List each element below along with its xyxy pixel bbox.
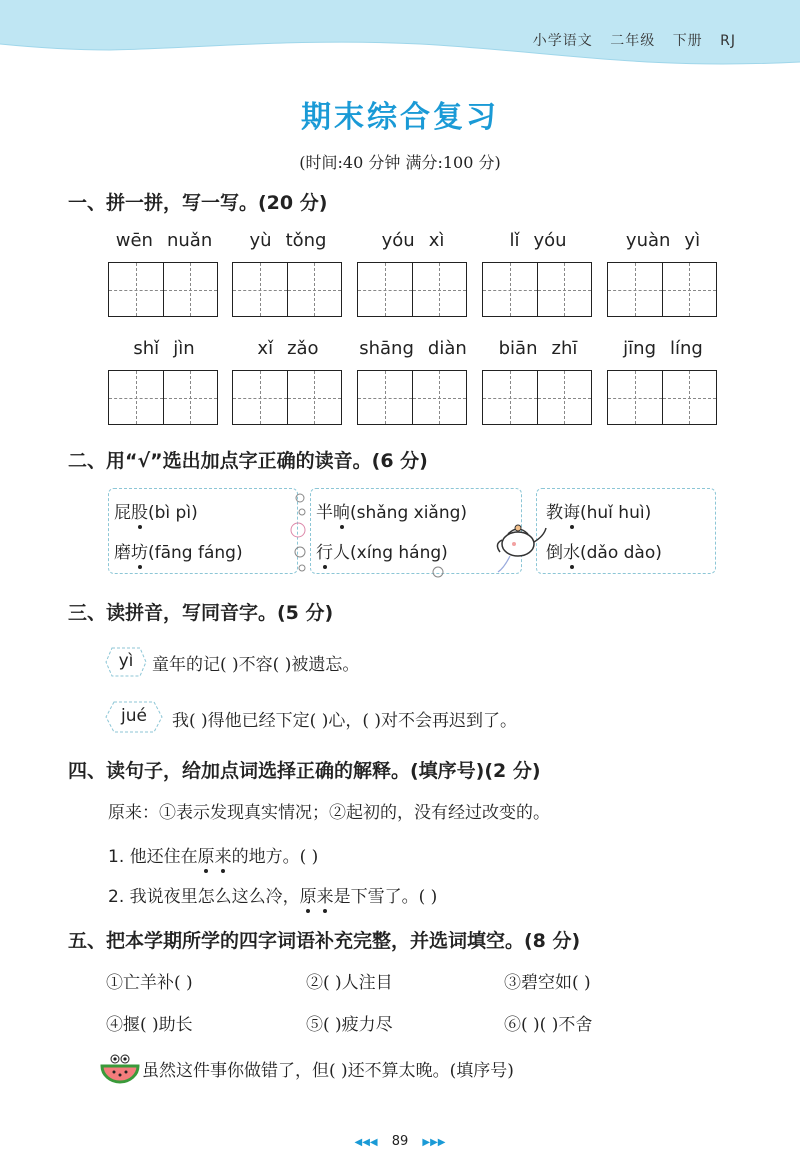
question-1 bbox=[108, 842, 318, 867]
page-title: 期末综合复习 bbox=[301, 100, 499, 135]
idiom-5: ⑤( )疲力尽 bbox=[306, 1015, 393, 1035]
question-1-word-1: 原 bbox=[198, 842, 215, 867]
section3-line1: 童年的记( )不容( )被遗忘。 bbox=[152, 655, 360, 675]
writing-grid[interactable] bbox=[108, 370, 218, 425]
question-2 bbox=[108, 882, 437, 907]
grid-cell[interactable] bbox=[608, 263, 662, 316]
fill-in-sentence: 虽然这件事你做错了，但( )还不算太晚。(填序号) bbox=[142, 1061, 514, 1081]
question-2-post: 是下雪了。( ) bbox=[333, 887, 438, 907]
pinyin-label bbox=[108, 338, 220, 359]
word-char: 教 bbox=[546, 503, 563, 523]
pinyin-syllable: líng bbox=[670, 338, 703, 359]
pinyin-syllable: zhī bbox=[551, 338, 578, 359]
idiom-6: ⑥( )( )不舍 bbox=[504, 1015, 593, 1035]
header-subject: 小学语文 bbox=[532, 33, 593, 49]
page-number: 89 bbox=[391, 1134, 409, 1149]
header-info bbox=[521, 30, 736, 50]
right-arrows-icon: ▶▶▶ bbox=[422, 1137, 446, 1148]
pinyin-syllable: wēn bbox=[115, 230, 153, 251]
grid-cell[interactable] bbox=[662, 371, 717, 424]
pinyin-label bbox=[607, 230, 719, 251]
grid-cell[interactable] bbox=[109, 263, 163, 316]
pinyin-syllable: yuàn bbox=[625, 230, 671, 251]
grid-cell[interactable] bbox=[287, 263, 342, 316]
pinyin-syllable: tǒng bbox=[285, 230, 327, 251]
pinyin-jue-text: jué bbox=[121, 706, 147, 726]
pronunciation-options: (shǎng xiǎng) bbox=[350, 503, 468, 523]
pinyin-syllable: diàn bbox=[427, 338, 467, 359]
grid-cell[interactable] bbox=[109, 371, 163, 424]
grid-cell[interactable] bbox=[233, 371, 287, 424]
pronunciation-options: (huǐ huì) bbox=[580, 503, 652, 523]
grid-cell[interactable] bbox=[662, 263, 717, 316]
grid-cell[interactable] bbox=[233, 263, 287, 316]
pinyin-label bbox=[232, 230, 344, 251]
section2-title: 二、用“√”选出加点字正确的读音。(6 分) bbox=[68, 450, 428, 472]
idiom-4: ④揠( )助长 bbox=[106, 1015, 193, 1035]
word-char: 诲 bbox=[563, 498, 580, 523]
writing-grid[interactable] bbox=[108, 262, 218, 317]
pinyin-bubble-jue bbox=[104, 700, 164, 734]
grid-cell[interactable] bbox=[358, 263, 412, 316]
watermelon-icon bbox=[100, 1050, 140, 1084]
reading-choice[interactable] bbox=[316, 498, 467, 523]
grid-cell[interactable] bbox=[163, 371, 218, 424]
pinyin-syllable: zǎo bbox=[287, 338, 319, 359]
word-char: 行 bbox=[316, 538, 333, 563]
page-footer bbox=[0, 1134, 800, 1149]
section1-title: 一、拼一拼，写一写。(20 分) bbox=[68, 192, 328, 214]
question-2-word-2: 来 bbox=[317, 882, 334, 907]
grid-cell[interactable] bbox=[608, 371, 662, 424]
question-1-word-2: 来 bbox=[215, 842, 232, 867]
reading-choice[interactable] bbox=[546, 498, 651, 523]
idiom-2: ②( )人注目 bbox=[306, 973, 393, 993]
writing-grid[interactable] bbox=[607, 262, 717, 317]
word-char: 半 bbox=[316, 503, 333, 523]
grid-cell[interactable] bbox=[287, 371, 342, 424]
pinyin-syllable: nuǎn bbox=[166, 230, 213, 251]
grid-cell[interactable] bbox=[412, 263, 467, 316]
pinyin-yi-text: yì bbox=[118, 651, 134, 671]
word-char: 倒 bbox=[546, 543, 563, 563]
idiom-1: ①亡羊补( ) bbox=[106, 973, 193, 993]
pinyin-syllable: xǐ bbox=[257, 338, 274, 359]
idiom-3: ③碧空如( ) bbox=[504, 973, 591, 993]
pinyin-syllable: shāng bbox=[359, 338, 414, 359]
writing-grid[interactable] bbox=[232, 370, 342, 425]
grid-cell[interactable] bbox=[412, 371, 467, 424]
grid-cell[interactable] bbox=[163, 263, 218, 316]
header-volume: 下册 bbox=[672, 33, 703, 49]
reading-choice[interactable] bbox=[546, 538, 662, 563]
pronunciation-options: (xíng háng) bbox=[350, 543, 448, 563]
grid-cell[interactable] bbox=[483, 263, 537, 316]
section3-line2: 我( )得他已经下定( )心，( )对不会再迟到了。 bbox=[172, 711, 518, 731]
pronunciation-options: (dǎo dào) bbox=[580, 543, 662, 563]
header-edition: RJ bbox=[720, 33, 736, 49]
word-char: 股 bbox=[131, 498, 148, 523]
pinyin-label bbox=[482, 338, 594, 359]
pinyin-label bbox=[482, 230, 594, 251]
word-char: 坊 bbox=[131, 538, 148, 563]
writing-grid[interactable] bbox=[607, 370, 717, 425]
word-char: 磨 bbox=[114, 543, 131, 563]
grid-cell[interactable] bbox=[537, 263, 592, 316]
writing-grid[interactable] bbox=[232, 262, 342, 317]
pinyin-syllable: yì bbox=[684, 230, 701, 251]
question-1-number: 1. bbox=[108, 847, 125, 867]
question-2-number: 2. bbox=[108, 887, 125, 907]
word-char: 人 bbox=[333, 543, 350, 563]
pinyin-syllable: lǐ bbox=[509, 230, 520, 251]
word-char: 水 bbox=[563, 538, 580, 563]
pinyin-syllable: yóu bbox=[533, 230, 567, 251]
grid-cell[interactable] bbox=[358, 371, 412, 424]
pinyin-syllable: yóu bbox=[381, 230, 415, 251]
teapot-icon bbox=[490, 514, 550, 578]
exam-time-score: (时间:40 分钟 满分:100 分) bbox=[299, 153, 501, 172]
pinyin-bubble-yi bbox=[104, 646, 148, 678]
word-char: 晌 bbox=[333, 498, 350, 523]
pinyin-label bbox=[607, 338, 719, 359]
reading-choice[interactable] bbox=[114, 498, 198, 523]
section4-title: 四、读句子，给加点词选择正确的解释。(填序号)(2 分) bbox=[68, 760, 541, 782]
pronunciation-options: (fāng fáng) bbox=[148, 543, 243, 563]
pinyin-label bbox=[357, 338, 469, 359]
bubbles-icon bbox=[286, 490, 312, 576]
question-2-pre: 我说夜里怎么这么冷， bbox=[129, 887, 300, 907]
definition-line: 原来：①表示发现真实情况；②起初的，没有经过改变的。 bbox=[108, 803, 550, 823]
question-2-word-1: 原 bbox=[300, 882, 317, 907]
writing-grid[interactable] bbox=[482, 262, 592, 317]
writing-grid[interactable] bbox=[357, 262, 467, 317]
left-arrows-icon: ◀◀◀ bbox=[354, 1137, 378, 1148]
pinyin-syllable: shǐ bbox=[133, 338, 160, 359]
question-1-post: 的地方。( ) bbox=[231, 847, 319, 867]
writing-grid[interactable] bbox=[482, 370, 592, 425]
word-char: 屁 bbox=[114, 503, 131, 523]
grid-cell[interactable] bbox=[483, 371, 537, 424]
question-1-pre: 他还住在 bbox=[129, 847, 198, 867]
pinyin-syllable: jìn bbox=[173, 338, 195, 359]
grid-cell[interactable] bbox=[537, 371, 592, 424]
pinyin-syllable: yù bbox=[249, 230, 272, 251]
reading-choice[interactable] bbox=[114, 538, 243, 563]
pinyin-syllable: biān bbox=[498, 338, 538, 359]
section3-title: 三、读拼音，写同音字。(5 分) bbox=[68, 602, 334, 624]
writing-grid[interactable] bbox=[357, 370, 467, 425]
pinyin-syllable: xì bbox=[428, 230, 445, 251]
pinyin-label bbox=[357, 230, 469, 251]
pinyin-label bbox=[108, 230, 220, 251]
pinyin-syllable: jīng bbox=[623, 338, 656, 359]
header-grade: 二年级 bbox=[610, 33, 656, 49]
pronunciation-options: (bì pì) bbox=[148, 503, 198, 523]
pinyin-label bbox=[232, 338, 344, 359]
bubble-small-icon bbox=[428, 564, 448, 580]
section5-title: 五、把本学期所学的四字词语补充完整，并选词填空。(8 分) bbox=[68, 930, 581, 952]
reading-choice[interactable] bbox=[316, 538, 448, 563]
